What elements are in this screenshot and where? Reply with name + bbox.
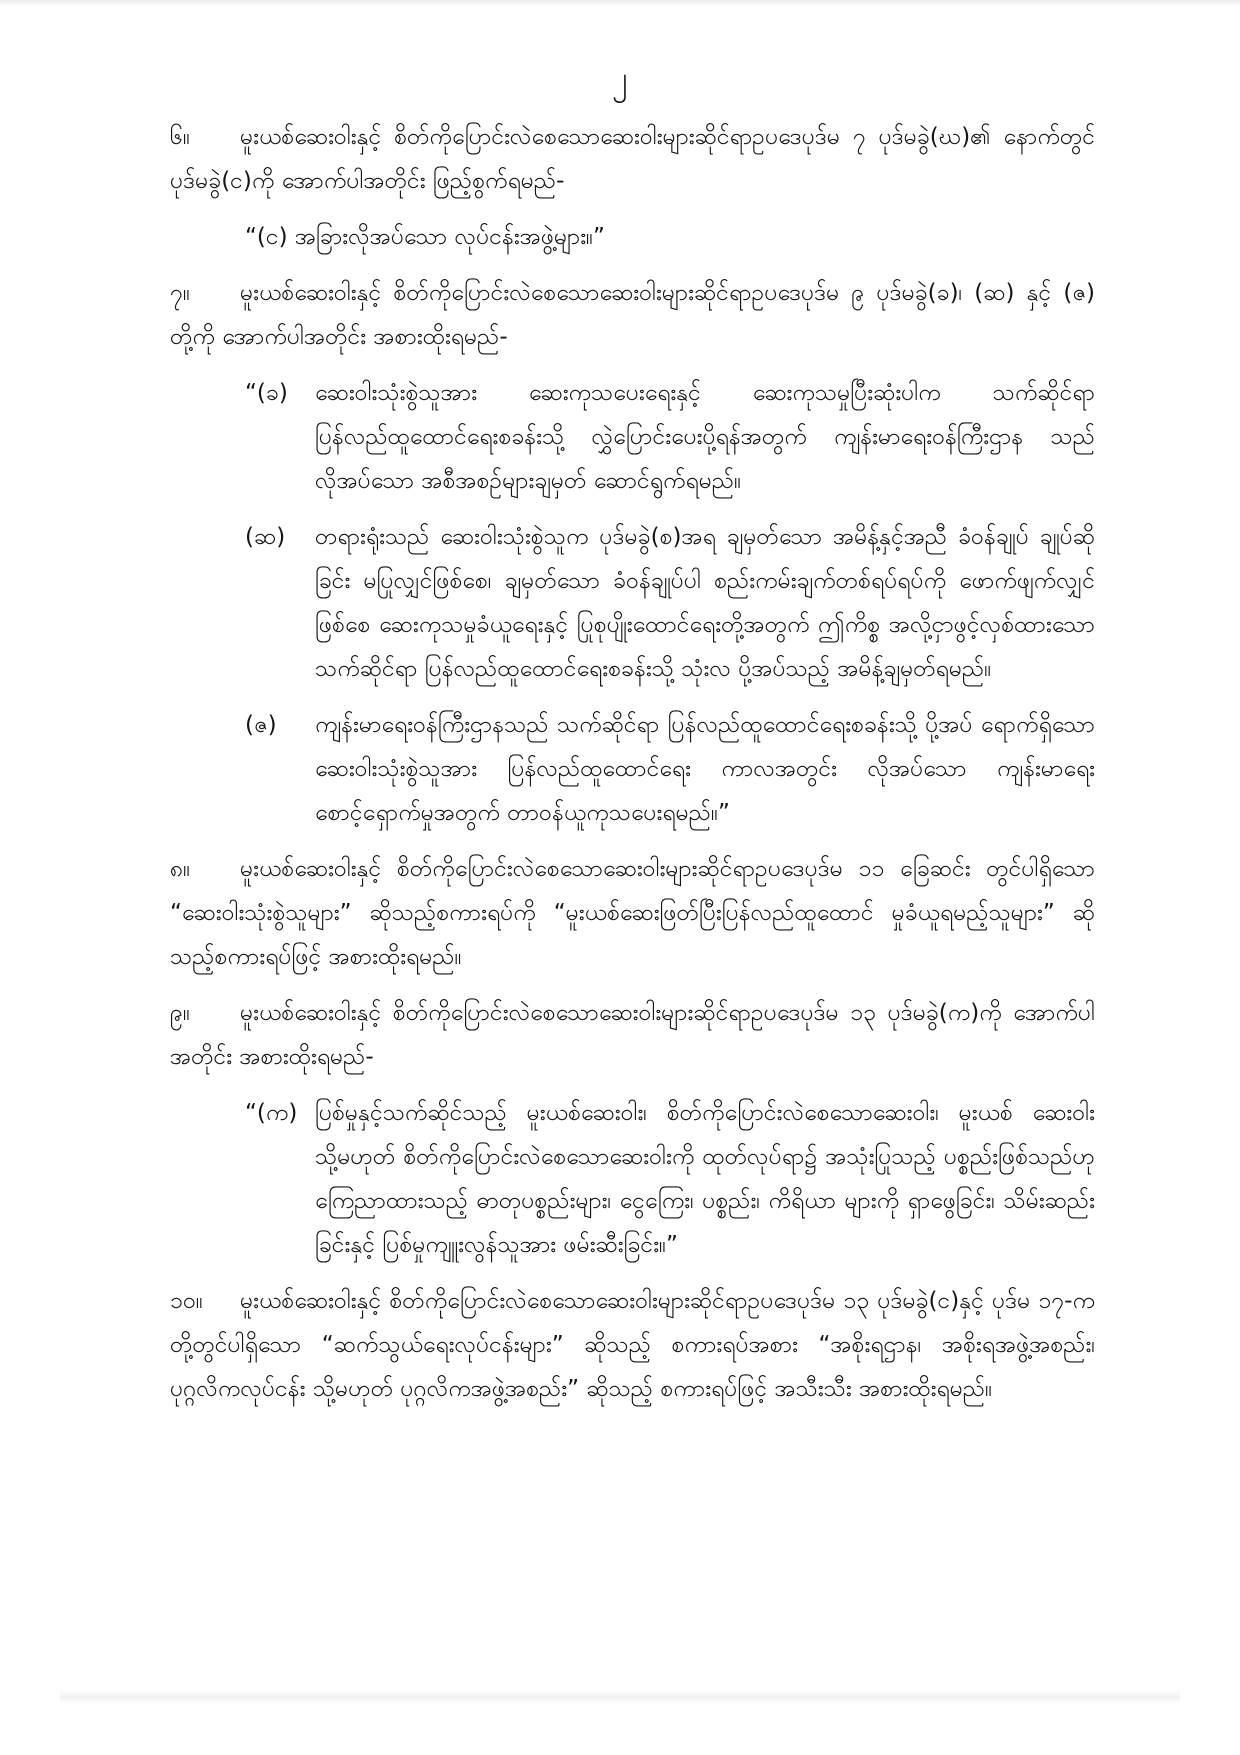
clause-text: “(င) အခြားလိုအပ်သော လုပ်ငန်းအဖွဲ့များ။” [245, 224, 605, 250]
section-number: ၆။ [170, 124, 190, 150]
section-7 [170, 271, 1095, 359]
section-9 [170, 991, 1095, 1079]
section-8 [170, 847, 1095, 979]
subsection-za [170, 703, 1095, 835]
section-text: မူးယစ်ဆေးဝါးနှင့် စိတ်ကိုပြောင်းလဲစေသောဆေးဝါးများဆိုင်ရာဥပဒေပုဒ်မ ၁၁ ခြေဆင်း တွင်ပါရှိသော “ဆေးဝါးသုံးစွဲသူများ” ဆိုသည့်စကားရပ်ကို “မူးယစ်ဆေးဖြတ်ပြီးပြန်လည်ထူထောင် မှုခံယူရမည့်သူများ” ဆိုသည့်စကားရပ်ဖြင့် အစားထိုးရမည်။ [170, 856, 1095, 970]
section-text: မူးယစ်ဆေးဝါးနှင့် စိတ်ကိုပြောင်းလဲစေသောဆေးဝါးများဆိုင်ရာဥပဒေပုဒ်မ ၁၃ ပုဒ်မခွဲ(င)နှင့် ပုဒ်မ ၁၇-က တို့တွင်ပါရှိသော “ဆက်သွယ်ရေးလုပ်ငန်းများ” ဆိုသည့် စကားရပ်အစား “အစိုးရဌာန၊ အစိုးရအဖွဲ့အစည်း၊ ပုဂ္ဂလိကလုပ်ငန်း သို့မဟုတ် ပုဂ္ဂလိကအဖွဲ့အစည်း” ဆိုသည့် စကားရပ်ဖြင့် အသီးသီး အစားထိုးရမည်။ [170, 1288, 1095, 1402]
subsection-text: ဆေးဝါးသုံးစွဲသူအား ဆေးကုသပေးရေးနှင့် ဆေးကုသမှုပြီးဆုံးပါက သက်ဆိုင်ရာ ပြန်လည်ထူထောင်ရေးစခန်းသို့ လွှဲပြောင်းပေးပို့ရန်အတွက် ကျန်းမာရေးဝန်ကြီးဌာန သည် လိုအပ်သော အစီအစဉ်များချမှတ် ဆောင်ရွက်ရမည်။ [315, 380, 1095, 494]
section-number: ၁၀။ [170, 1288, 203, 1314]
section-number: ၉။ [170, 1000, 190, 1026]
scan-edge [0, 0, 1240, 6]
subsection-text: ကျန်းမာရေးဝန်ကြီးဌာနသည် သက်ဆိုင်ရာ ပြန်လည်ထူထောင်ရေးစခန်းသို့ ပို့အပ် ရောက်ရှိသော ဆေးဝါးသုံးစွဲသူအား ပြန်လည်ထူထောင်ရေး ကာလအတွင်း လိုအပ်သော ကျန်းမာရေးစောင့်ရှောက်မှုအတွက် တာဝန်ယူကုသပေးရမည်။” [315, 712, 1095, 826]
subsection-label: “(ခ) [245, 380, 288, 406]
subsection-text: တရားရုံးသည် ဆေးဝါးသုံးစွဲသူက ပုဒ်မခွဲ(စ)အရ ချမှတ်သော အမိန့်နှင့်အညီ ခံဝန်ချုပ် ချုပ်ဆိုခြင်း မပြုလျှင်ဖြစ်စေ၊ ချမှတ်သော ခံဝန်ချုပ်ပါ စည်းကမ်းချက်တစ်ရပ်ရပ်ကို ဖောက်ဖျက်လျှင်ဖြစ်စေ ဆေးကုသမှုခံယူရေးနှင့် ပြုစုပျိုးထောင်ရေးတို့အတွက် ဤကိစ္စ အလို့ငှာဖွင့်လှစ်ထားသော သက်ဆိုင်ရာ ပြန်လည်ထူထောင်ရေးစခန်းသို့ သုံးလ ပို့အပ်သည့် အမိန့်ချမှတ်ရမည်။ [315, 524, 1095, 682]
subsection-text: ပြစ်မှုနှင့်သက်ဆိုင်သည့် မူးယစ်ဆေးဝါး၊ စိတ်ကိုပြောင်းလဲစေသောဆေးဝါး၊ မူးယစ် ဆေးဝါး သို့မဟုတ် စိတ်ကိုပြောင်းလဲစေသောဆေးဝါးကို ထုတ်လုပ်ရာ၌ အသုံးပြုသည့် ပစ္စည်းဖြစ်သည်ဟု ကြေညာထားသည့် ဓာတုပစ္စည်းများ၊ ငွေကြေး၊ ပစ္စည်း၊ ကိရိယာ များကို ရှာဖွေခြင်း၊ သိမ်းဆည်းခြင်းနှင့် ပြစ်မှုကျူးလွန်သူအား ဖမ်းဆီးခြင်း။” [315, 1100, 1095, 1258]
subsection-ka [170, 1091, 1095, 1267]
document-body [170, 115, 1095, 1423]
section-10 [170, 1279, 1095, 1411]
subsection-hsa [170, 515, 1095, 691]
subsection-label: (ဆ) [245, 524, 286, 550]
page-number: ၂ [612, 59, 628, 97]
section-number: ၇။ [170, 280, 190, 306]
inserted-clause [170, 215, 1095, 259]
section-text: မူးယစ်ဆေးဝါးနှင့် စိတ်ကိုပြောင်းလဲစေသောဆေးဝါးများဆိုင်ရာဥပဒေပုဒ်မ ၉ ပုဒ်မခွဲ(ခ)၊ (ဆ) နှင့် (ဇ) တို့ကို အောက်ပါအတိုင်း အစားထိုးရမည်- [170, 280, 1095, 350]
section-number: ၈။ [170, 856, 191, 882]
subsection-label: “(က) [245, 1100, 298, 1126]
section-text: မူးယစ်ဆေးဝါးနှင့် စိတ်ကိုပြောင်းလဲစေသောဆေးဝါးများဆိုင်ရာဥပဒေပုဒ်မ ၁၃ ပုဒ်မခွဲ(က)ကို အောက်ပါအတိုင်း အစားထိုးရမည်- [170, 1000, 1095, 1070]
subsection-label: (ဇ) [245, 712, 277, 738]
subsection-kha [170, 371, 1095, 503]
scan-shadow [60, 1690, 1180, 1704]
section-6 [170, 115, 1095, 203]
section-text: မူးယစ်ဆေးဝါးနှင့် စိတ်ကိုပြောင်းလဲစေသောဆေးဝါးများဆိုင်ရာဥပဒေပုဒ်မ ၇ ပုဒ်မခွဲ(ဃ)၏ နောက်တွင် ပုဒ်မခွဲ(င)ကို အောက်ပါအတိုင်း ဖြည့်စွက်ရမည်- [170, 124, 1095, 194]
